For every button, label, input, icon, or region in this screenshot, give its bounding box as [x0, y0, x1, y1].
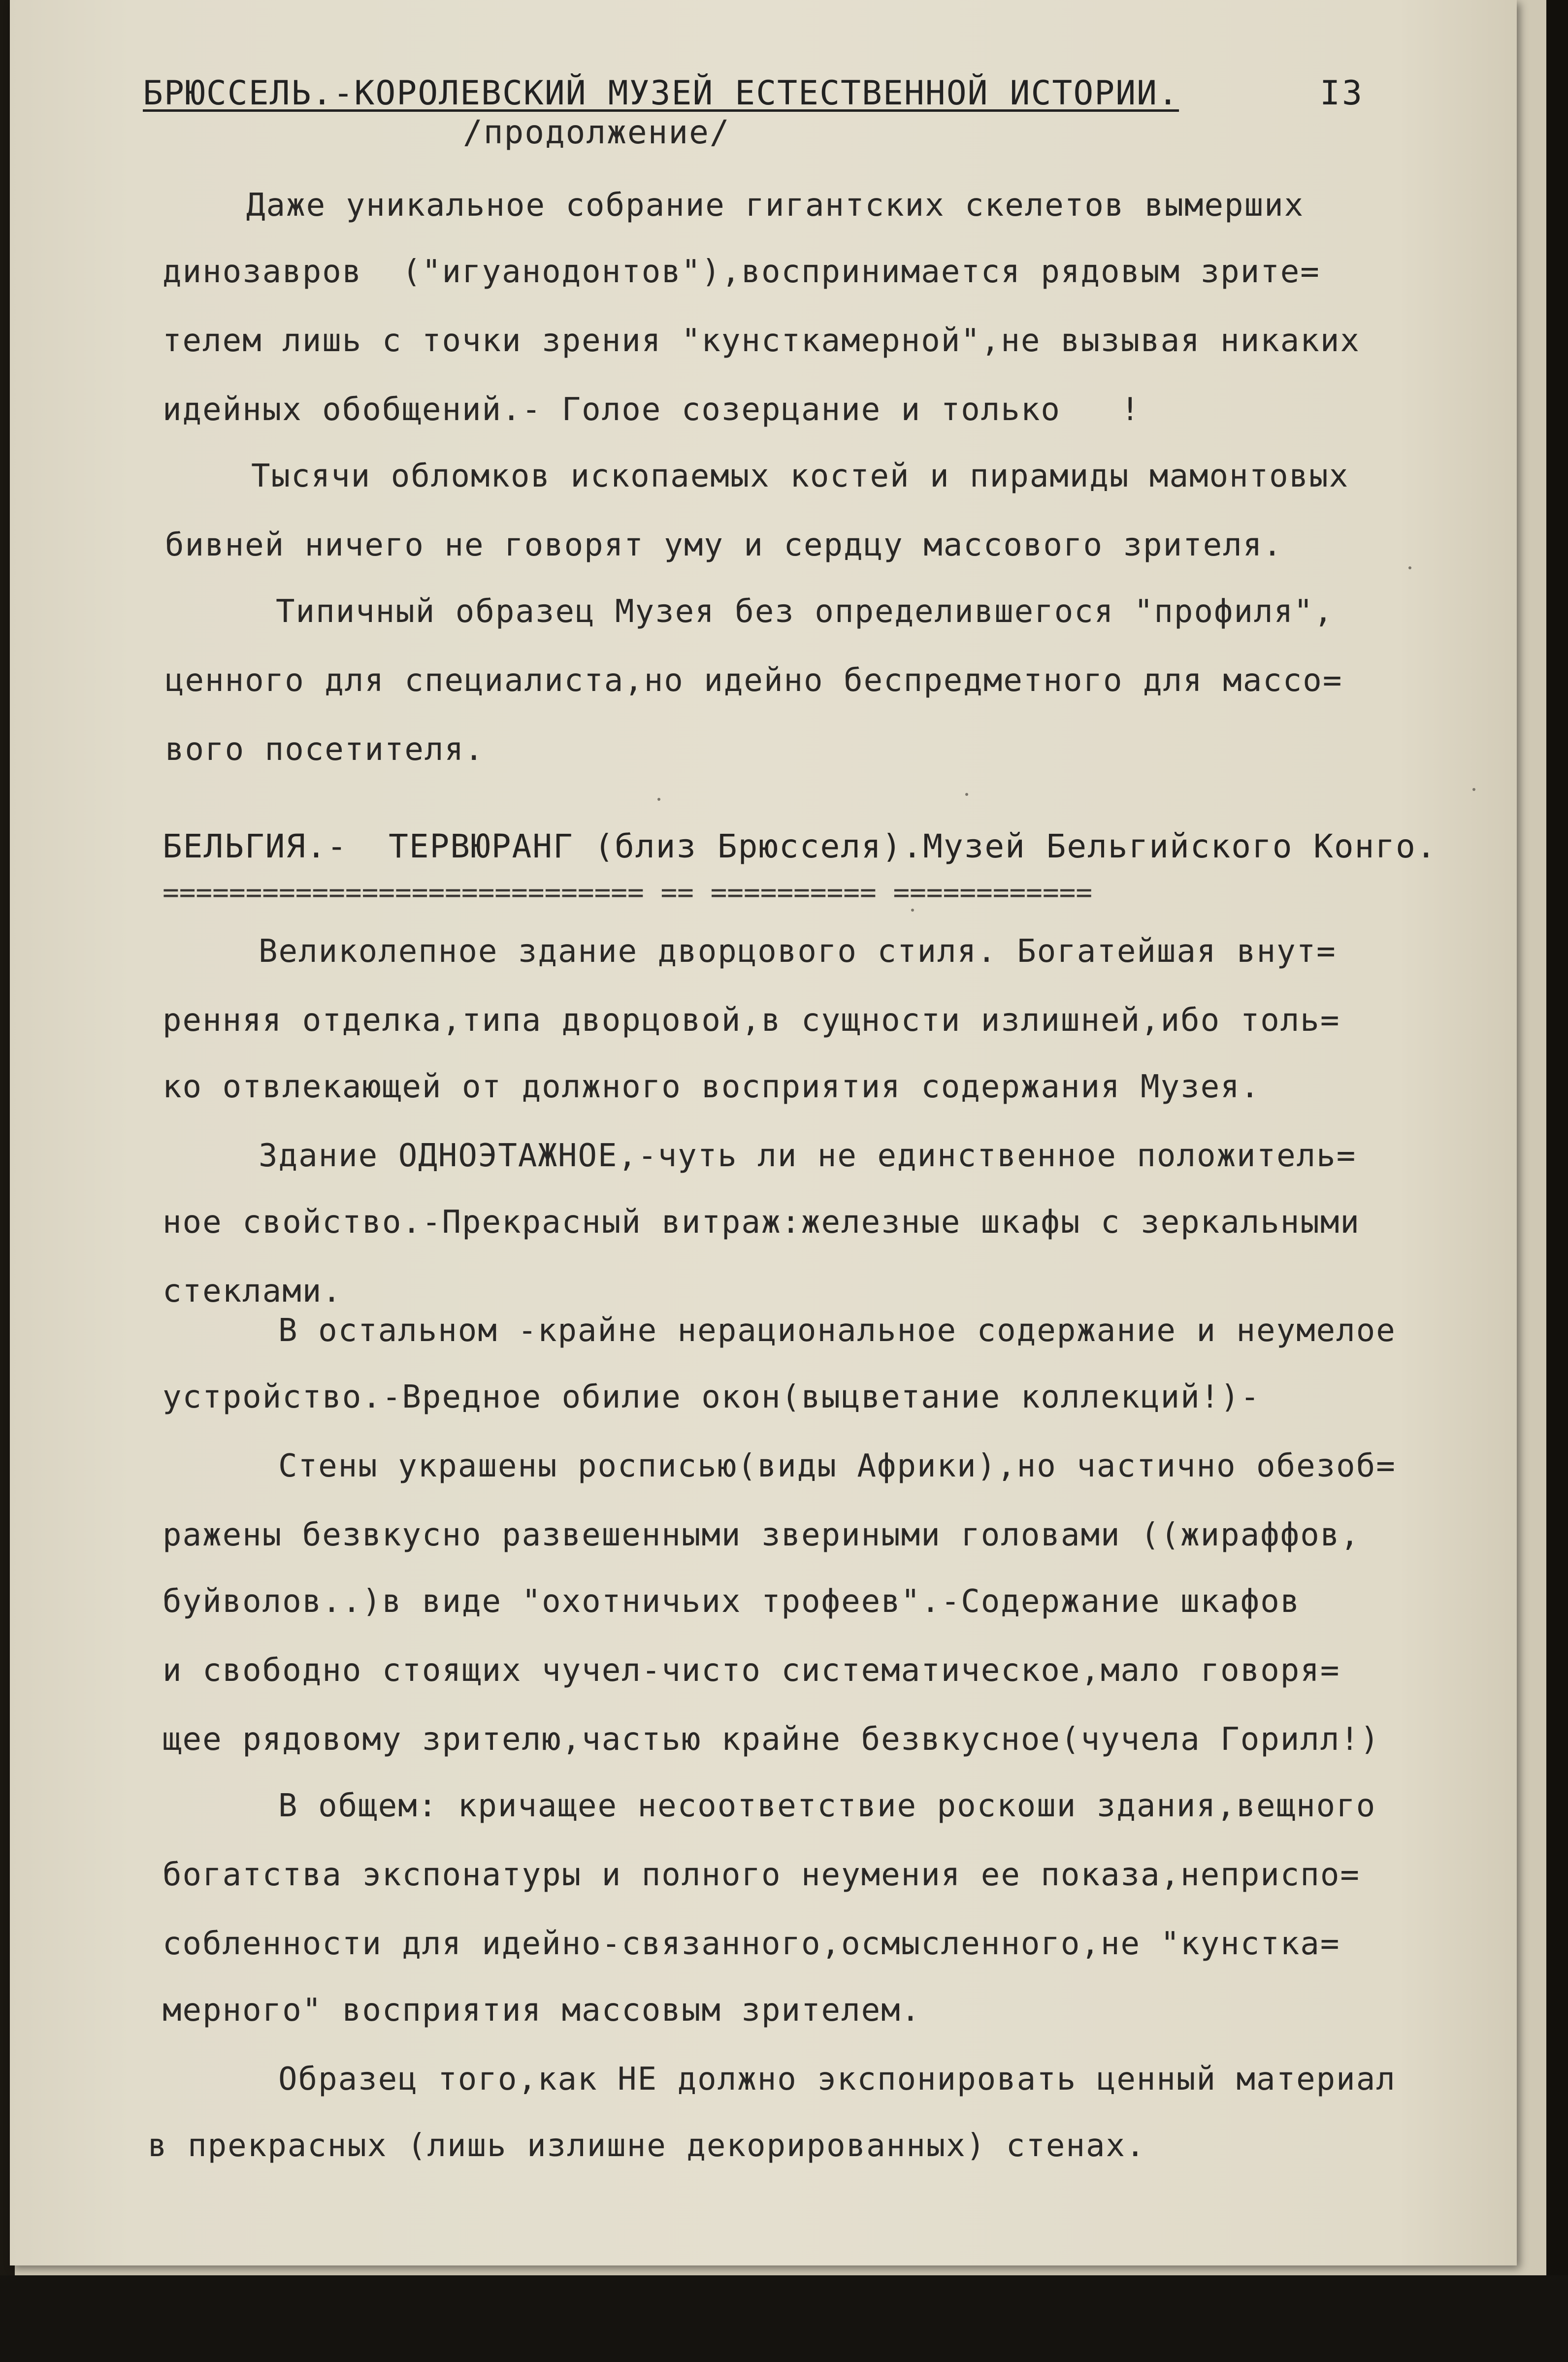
text-line: устройство.-Вредное обилие окон(выцветание коллекций!)- — [163, 1379, 1261, 1415]
text-line: Тысячи обломков ископаемых костей и пирамиды мамонтовых — [251, 458, 1349, 494]
text-line: ценного для специалиста,но идейно беспредметного для массо= — [165, 662, 1343, 699]
text-line: мерного" восприятия массовым зрителем. — [163, 1992, 921, 2029]
text-line: буйволов..)в виде "охотничьих трофеев".-Содержание шкафов — [163, 1583, 1301, 1620]
document-title: БРЮССЕЛЬ.-КОРОЛЕВСКИЙ МУЗЕЙ ЕСТЕСТВЕННОЙ ИСТОРИИ. — [143, 74, 1179, 113]
text-line: богатства экспонатуры и полного неумения ее показа,неприспо= — [163, 1857, 1360, 1893]
text-line: Типичный образец Музея без определившегося "профиля", — [276, 593, 1334, 630]
text-line: Здание ОДНОЭТАЖНОЕ,-чуть ли не единственное положитель= — [259, 1138, 1357, 1174]
scan-right-edge — [1546, 0, 1568, 2362]
paper-speck — [657, 798, 660, 801]
text-line: В общем: кричащее несоответствие роскоши здания,вещного — [278, 1788, 1376, 1824]
section-heading: БЕЛЬГИЯ.- ТЕРВЮРАНГ (близ Брюсселя).Музей Бельгийского Конго. — [163, 827, 1437, 865]
paper-speck — [965, 793, 968, 796]
text-line: ко отвлекающей от должного восприятия содержания Музея. — [163, 1069, 1261, 1105]
text-line: динозавров ("игуанодонтов"),воспринимается рядовым зрите= — [163, 254, 1320, 290]
text-line: Стены украшены росписью(виды Африки),но частично обезоб= — [278, 1448, 1396, 1484]
text-line: в прекрасных (лишь излишне декорированных) стенах. — [148, 2128, 1146, 2164]
text-line: стеклами. — [163, 1273, 342, 1310]
document-subtitle: /продолжение/ — [463, 113, 730, 151]
page-number: I3 — [1320, 74, 1364, 113]
text-line: идейных обобщений.- Голое созерцание и только ! — [163, 392, 1141, 428]
text-line: щее рядовому зрителю,частью крайне безвкусное(чучела Горилл!) — [163, 1721, 1380, 1758]
paper-speck — [911, 909, 914, 912]
title-line — [143, 74, 1364, 113]
paper-speck — [1408, 566, 1411, 569]
text-line: ное свойство.-Прекрасный витраж:железные шкафы с зеркальными — [163, 1204, 1360, 1241]
scan-bottom-edge — [0, 2275, 1568, 2362]
paper-speck — [1472, 788, 1475, 791]
text-line: телем лишь с точки зрения "кунсткамерной",не вызывая никаких — [163, 323, 1360, 359]
text-line: В остальном -крайне нерациональное содержание и неумелое — [278, 1312, 1396, 1349]
text-line: Великолепное здание дворцового стиля. Богатейшая внут= — [259, 933, 1337, 970]
text-line: и свободно стоящих чучел-чисто систематическое,мало говоря= — [163, 1652, 1340, 1689]
text-line: ренняя отделка,типа дворцовой,в сущности излишней,ибо толь= — [163, 1002, 1340, 1039]
section-rule: ============================= == ========== ============ — [163, 877, 1093, 909]
text-line: бивней ничего не говорят уму и сердцу массового зрителя. — [165, 527, 1283, 563]
text-line: Даже уникальное собрание гигантских скелетов вымерших — [246, 187, 1305, 224]
text-line: вого посетителя. — [165, 731, 485, 768]
text-line: собленности для идейно-связанного,осмысленного,не "кунстка= — [163, 1926, 1340, 1962]
text-line: ражены безвкусно развешенными звериными головами ((жираффов, — [163, 1517, 1360, 1553]
text-line: Образец того,как НЕ должно экспонировать ценный материал — [278, 2061, 1396, 2098]
